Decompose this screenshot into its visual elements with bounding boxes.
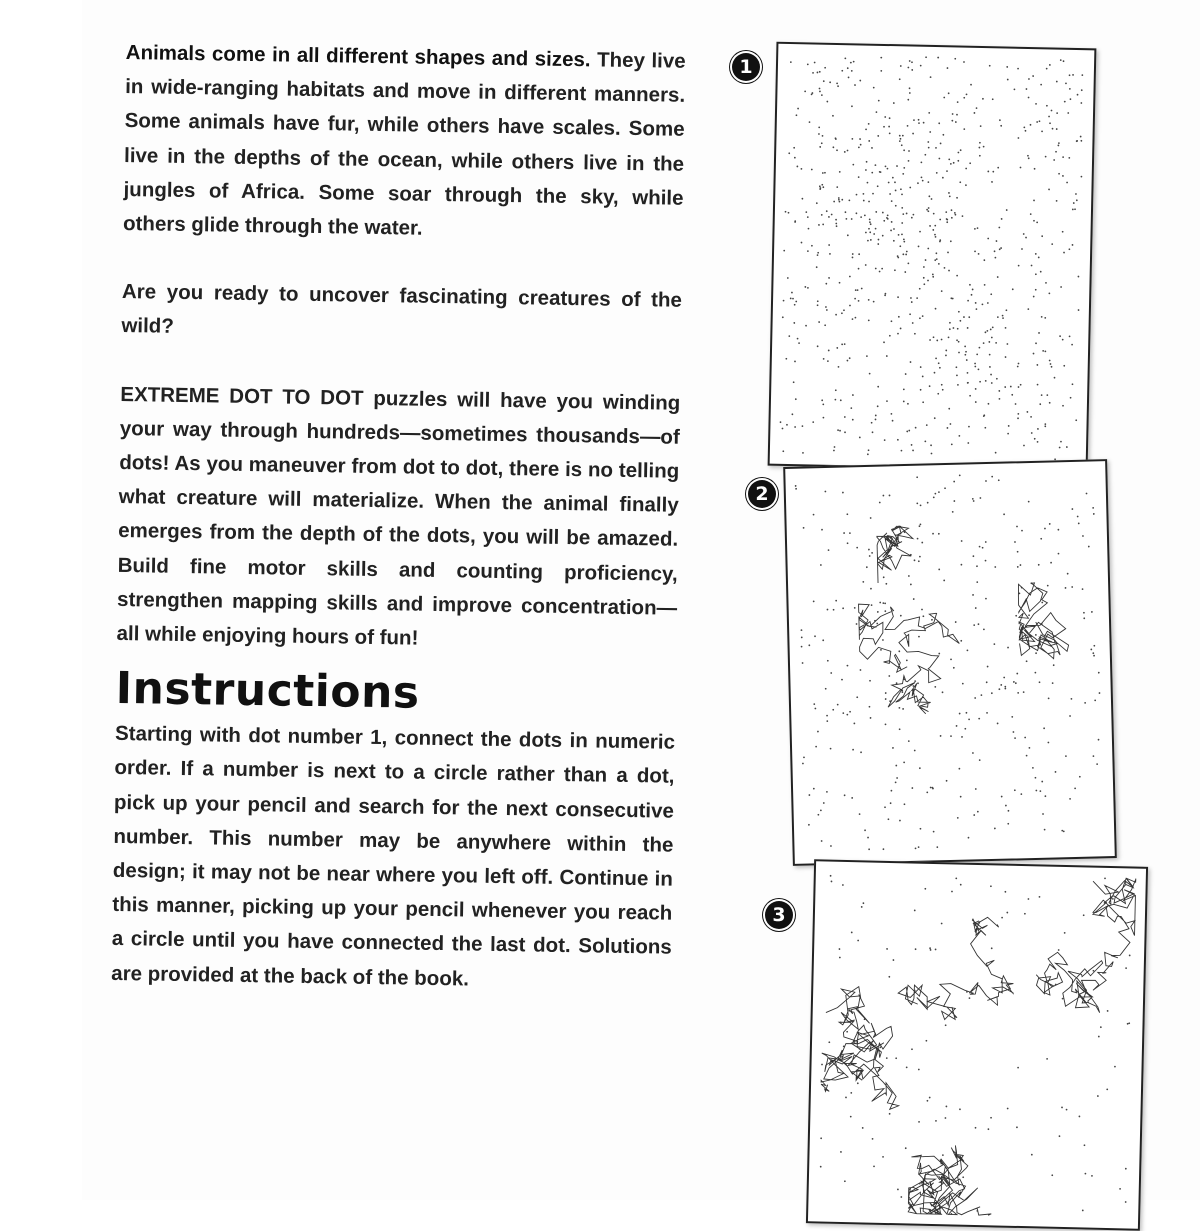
step-2-badge: 2 (748, 480, 776, 508)
text-column (111, 36, 686, 1000)
instructions-heading: Instructions (115, 663, 421, 719)
intro-body: They live in wide-ranging habitats and move in different manners. Some animals have fur, while others have scales. Some live in the depths of the ocean, while others live in the jungles of Africa. Some soar through the sky, while others glide through the water. (122, 48, 686, 240)
step-1-badge: 1 (732, 53, 760, 81)
intro-paragraph (123, 36, 686, 250)
intro-lead: Animals come in all different shapes and sizes. (125, 40, 591, 72)
instructions-paragraph: Starting with dot number 1, connect the dots in numeric order. If a number is next to a circle rather than a dot, pick up your pencil and search for the next consecutive number. This number may be anywhere within the design; it may not be near where you left off. Continue in this manner, picking up your pencil whenever you reach a circle until you have connected the last dot. Solutions are provided at the back of the book. (111, 722, 676, 991)
lion-complete-drawing-icon (806, 859, 1148, 1230)
description-paragraph: EXTREME DOT TO DOT puzzles will have you winding your way through hundreds—sometimes thousands—of dots! As you maneuver from dot to dot, there is no telling what creature will materialize. When the animal finally emerges from the depth of the dots, you will be amazed. Build fine motor skills and counting proficiency, strengthen mapping skills and improve concentration—all while enjoying hours of fun! (116, 382, 681, 650)
question-paragraph: Are you ready to uncover fascinating creatures of the wild? (121, 280, 683, 339)
step-3-badge: 3 (765, 901, 793, 929)
lion-partial-drawing-icon (783, 459, 1117, 866)
lion-dot-puzzle-icon (768, 42, 1097, 473)
